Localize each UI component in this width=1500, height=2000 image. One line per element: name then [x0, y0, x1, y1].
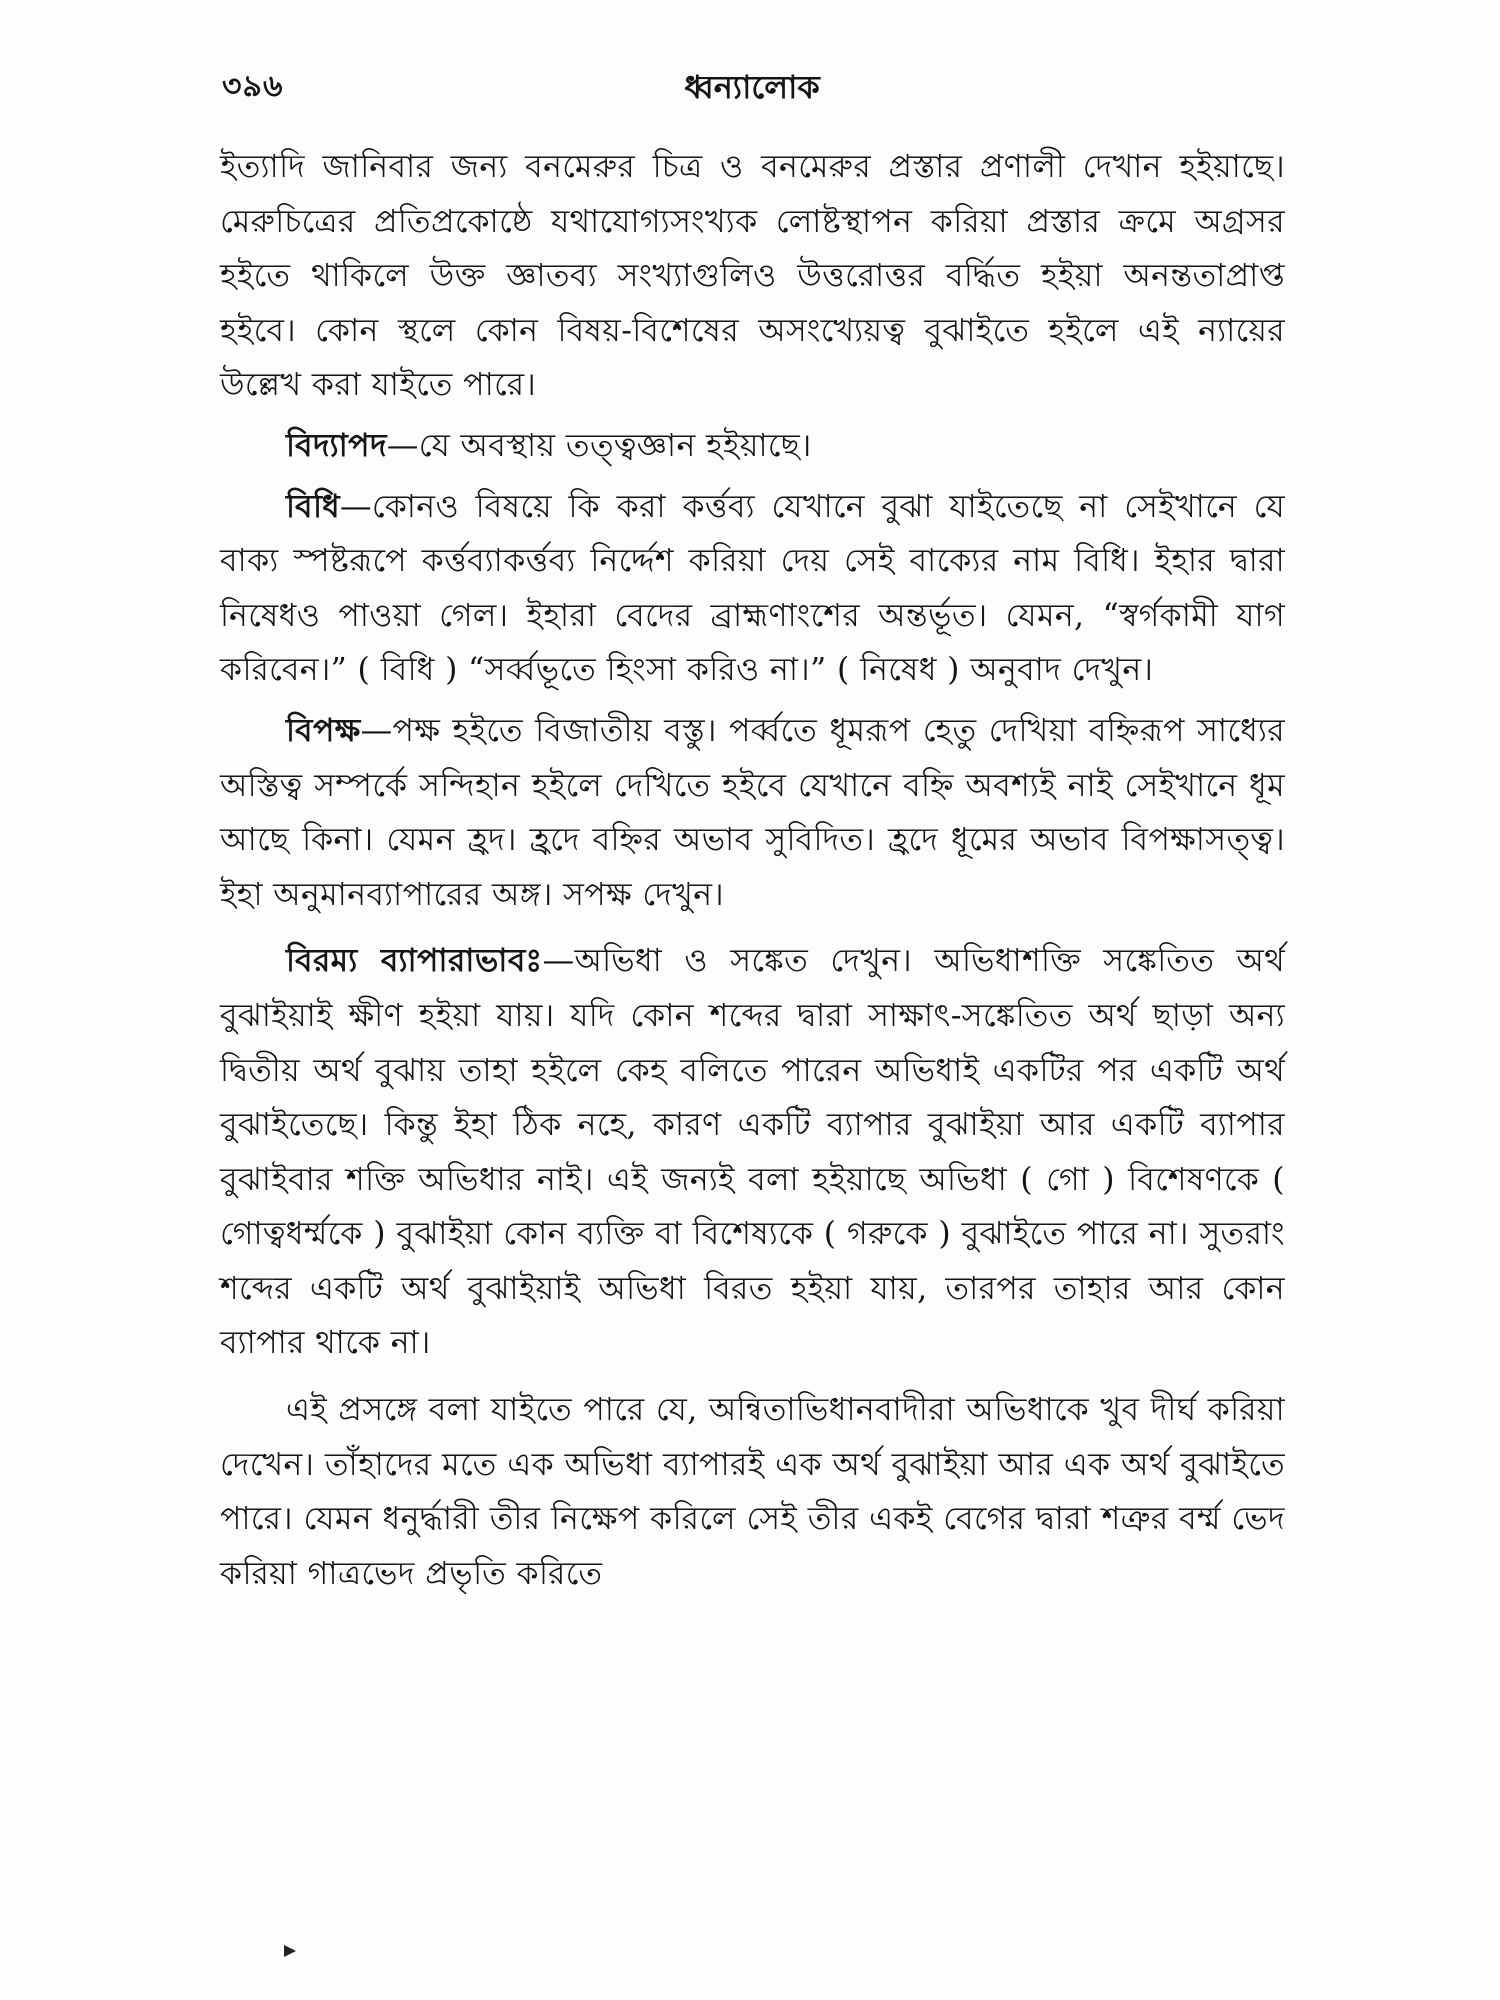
paragraph-series-continuation	[220, 140, 1285, 413]
body-text	[220, 140, 1285, 1601]
paragraph-text: এই প্রসঙ্গে বলা যাইতে পারে যে, অন্বিতাভিধানবাদীরা অভিধাকে খুব দীর্ঘ করিয়া দেখেন। তাঁহাদের মতে এক অভিধা ব্যাপারই এক অর্থ বুঝাইয়া আর এক অর্থ বুঝাইতে পারে। যেমন ধনুর্দ্ধারী তীর নিক্ষেপ করিলে সেই তীর একই বেগের দ্বারা শত্রুর বর্ম্ম ভেদ করিয়া গাত্রভেদ প্রভৃতি করিতে	[220, 1392, 1285, 1592]
print-mark-arrow-icon	[284, 1945, 296, 1957]
entry-definition: —পক্ষ হইতে বিজাতীয় বস্তু। পর্ব্বতে ধূমরূপ হেতু দেখিয়া বহ্নিরূপ সাধ্যের অস্তিত্ব সম্পর্কে সন্দিহান হইলে দেখিতে হইবে যেখানে বহ্নি অবশ্যই নাই সেইখানে ধূম আছে কিনা। যেমন হ্রদ। হ্রদে বহ্নির অভাব সুবিদিত। হ্রদে ধূমের অভাব বিপক্ষাসত্ত্ব। ইহা অনুমানব্যাপারের অঙ্গ। সপক্ষ দেখুন।	[220, 712, 1285, 913]
entry-vipaksha	[220, 704, 1285, 922]
entry-term: বিধি	[286, 487, 341, 525]
entry-definition: —কোনও বিষয়ে কি করা কর্ত্তব্য যেখানে বুঝা যাইতেছে না সেইখানে যে বাক্য স্পষ্টরূপে কর্ত্তব্যাকর্ত্তব্য নির্দ্দেশ করিয়া দেয় সেই বাক্যের নাম বিধি। ইহার দ্বারা নিষেধও পাওয়া গেল। ইহারা বেদের ব্রাহ্মণাংশের অন্তর্ভূত। যেমন, “স্বর্গকামী যাগ করিবেন।” ( বিধি ) “সর্ব্বভূতে হিংসা করিও না।” ( নিষেধ ) অনুবাদ দেখুন।	[220, 488, 1285, 689]
running-head-title: ধ্বন্যালোক	[684, 68, 820, 106]
entry-vidyapada	[220, 419, 1285, 474]
entry-viramya-vyaparabhava	[220, 934, 1285, 1371]
entry-term: বিদ্যাপদ	[286, 426, 387, 464]
page-header	[222, 62, 1282, 122]
entry-term: বিপক্ষ	[286, 711, 361, 749]
paragraph-text: ইত্যাদি জানিবার জন্য বনমেরুর চিত্র ও বনমেরুর প্রস্তার প্রণালী দেখান হইয়াছে। মেরুচিত্রের প্রতিপ্রকোষ্ঠে যথাযোগ্যসংখ্যক লোষ্টস্থাপন করিয়া প্রস্তার ক্রমে অগ্রসর হইতে থাকিলে উক্ত জ্ঞাতব্য সংখ্যাগুলিও উত্তরোত্তর বর্দ্ধিত হইয়া অনন্ততাপ্রাপ্ত হইবে। কোন স্থলে কোন বিষয়-বিশেষের অসংখ্যেয়ত্ব বুঝাইতে হইলে এই ন্যায়ের উল্লেখ করা যাইতে পারে।	[220, 149, 1285, 404]
paragraph-anvitabhidhana	[220, 1383, 1285, 1601]
entry-vidhi	[220, 480, 1285, 698]
entry-definition: —যে অবস্থায় তত্ত্বজ্ঞান হইয়াছে।	[386, 427, 812, 464]
entry-definition: —অভিধা ও সঙ্কেত দেখুন। অভিধাশক্তি সঙ্কেতিত অর্থ বুঝাইয়াই ক্ষীণ হইয়া যায়। যদি কোন শব্দের দ্বারা সাক্ষাৎ-সঙ্কেতিত অর্থ ছাড়া অন্য দ্বিতীয় অর্থ বুঝায় তাহা হইলে কেহ বলিতে পারেন অভিধাই একটির পর একটি অর্থ বুঝাইতেছে। কিন্তু ইহা ঠিক নহে, কারণ একটি ব্যাপার বুঝাইয়া আর একটি ব্যাপার বুঝাইবার শক্তি অভিধার নাই। এই জন্যই বলা হইয়াছে অভিধা ( গো ) বিশেষণকে ( গোত্বধর্ম্মকে ) বুঝাইয়া কোন ব্যক্তি বা বিশেষ্যকে ( গরুকে ) বুঝাইতে পারে না। সুতরাং শব্দের একটি অর্থ বুঝাইয়াই অভিধা বিরত হইয়া যায়, তারপর তাহার আর কোন ব্যাপার থাকে না।	[220, 943, 1285, 1362]
page-number: ৩৯৬	[222, 69, 284, 104]
entry-term: বিরম্য ব্যাপারাভাবঃ	[286, 942, 543, 980]
